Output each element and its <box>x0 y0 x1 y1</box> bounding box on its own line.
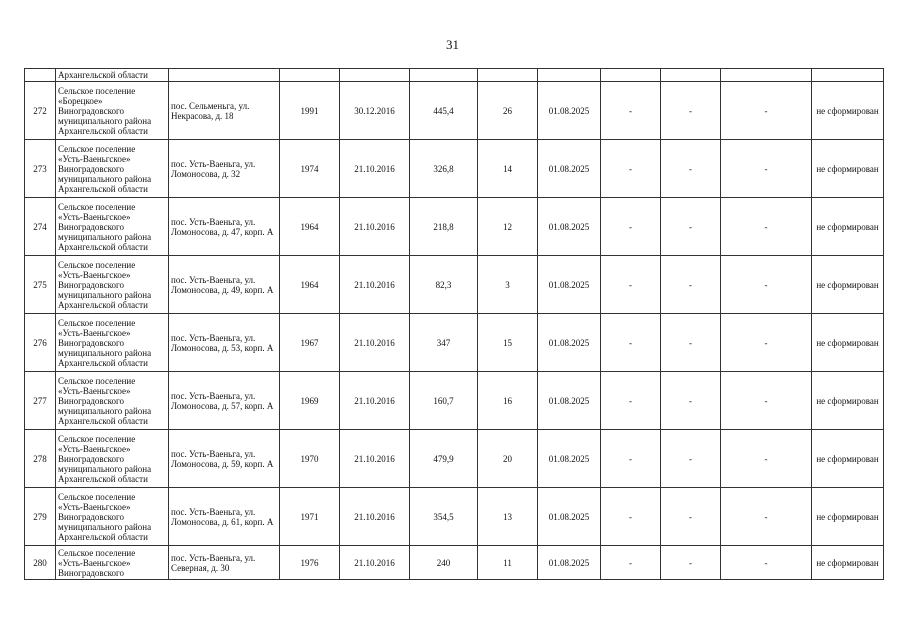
cell-d2: - <box>661 430 721 488</box>
cell-address <box>169 69 280 82</box>
cell-num: 272 <box>25 82 56 140</box>
municipality-line: муниципального района <box>58 405 152 416</box>
cell-d3: - <box>721 546 812 580</box>
table-row <box>25 546 884 580</box>
table-row <box>25 198 884 256</box>
municipality-line: Виноградовского <box>58 395 124 406</box>
municipality-line: муниципального района <box>58 289 152 300</box>
cell-status: не сформирован <box>812 82 884 140</box>
cell-count <box>478 69 538 82</box>
municipality-line: «Усть-Ваеньгское» <box>58 501 131 512</box>
cell-status: не сформирован <box>812 546 884 580</box>
cell-date2: 01.08.2025 <box>538 82 601 140</box>
cell-year: 1964 <box>280 256 340 314</box>
cell-date: 30.12.2016 <box>340 82 410 140</box>
cell-date: 21.10.2016 <box>340 140 410 198</box>
municipality-line: Виноградовского <box>58 105 124 116</box>
cell-d3: - <box>721 140 812 198</box>
table-row <box>25 372 884 430</box>
cell-d3: - <box>721 372 812 430</box>
municipality-line: Виноградовского <box>58 567 124 578</box>
cell-year: 1964 <box>280 198 340 256</box>
cell-num <box>25 69 56 82</box>
cell-year: 1971 <box>280 488 340 546</box>
cell-count: 26 <box>478 82 538 140</box>
cell-d3: - <box>721 198 812 256</box>
cell-count: 20 <box>478 430 538 488</box>
cell-d2: - <box>661 256 721 314</box>
cell-d1: - <box>601 314 661 372</box>
table-row <box>25 488 884 546</box>
cell-d2: - <box>661 488 721 546</box>
cell-address: пос. Усть-Ваеньга, ул. Северная, д. 30 <box>169 546 280 580</box>
municipality-line: Сельское поселение <box>58 433 136 444</box>
cell-d2: - <box>661 314 721 372</box>
table-row <box>25 256 884 314</box>
cell-area: 240 <box>410 546 478 580</box>
cell-municipality <box>56 430 169 488</box>
cell-d3: - <box>721 256 812 314</box>
housing-registry-table <box>24 68 884 580</box>
municipality-line: Виноградовского <box>58 337 124 348</box>
cell-date2: 01.08.2025 <box>538 488 601 546</box>
cell-status: не сформирован <box>812 198 884 256</box>
municipality-line: Сельское поселение <box>58 201 136 212</box>
cell-address: пос. Сельменьга, ул. Некрасова, д. 18 <box>169 82 280 140</box>
cell-status: не сформирован <box>812 430 884 488</box>
municipality-line: «Усть-Ваеньгское» <box>58 443 131 454</box>
cell-municipality <box>56 140 169 198</box>
cell-area: 326,8 <box>410 140 478 198</box>
cell-status: не сформирован <box>812 256 884 314</box>
cell-count: 15 <box>478 314 538 372</box>
cell-year: 1976 <box>280 546 340 580</box>
cell-status: не сформирован <box>812 372 884 430</box>
cell-d1: - <box>601 82 661 140</box>
municipality-line: Виноградовского <box>58 163 124 174</box>
cell-municipality <box>56 82 169 140</box>
municipality-line: Виноградовского <box>58 511 124 522</box>
cell-d3: - <box>721 82 812 140</box>
cell-num: 280 <box>25 546 56 580</box>
municipality-line: Архангельской области <box>58 125 148 136</box>
cell-d3: - <box>721 488 812 546</box>
table-row <box>25 430 884 488</box>
municipality-line: Сельское поселение <box>58 547 136 558</box>
table-row <box>25 314 884 372</box>
cell-num: 274 <box>25 198 56 256</box>
municipality-line: «Борецкое» <box>58 95 103 106</box>
cell-address: пос. Усть-Ваеньга, ул. Ломоносова, д. 57, корп. А <box>169 372 280 430</box>
cell-d1: - <box>601 256 661 314</box>
municipality-line: «Усть-Ваеньгское» <box>58 269 131 280</box>
cell-address: пос. Усть-Ваеньга, ул. Ломоносова, д. 32 <box>169 140 280 198</box>
cell-count: 14 <box>478 140 538 198</box>
cell-area: 354,5 <box>410 488 478 546</box>
cell-d2 <box>661 69 721 82</box>
cell-status: не сформирован <box>812 140 884 198</box>
cell-d1 <box>601 69 661 82</box>
municipality-line: «Усть-Ваеньгское» <box>58 385 131 396</box>
municipality-line: Виноградовского <box>58 453 124 464</box>
municipality-line: «Усть-Ваеньгское» <box>58 211 131 222</box>
cell-area: 445,4 <box>410 82 478 140</box>
cell-d3: - <box>721 430 812 488</box>
cell-d1: - <box>601 372 661 430</box>
municipality-line: Архангельской области <box>58 531 148 542</box>
municipality-line: муниципального района <box>58 115 152 126</box>
cell-d1: - <box>601 488 661 546</box>
cell-address: пос. Усть-Ваеньга, ул. Ломоносова, д. 61, корп. А <box>169 488 280 546</box>
cell-municipality <box>56 198 169 256</box>
cell-area: 218,8 <box>410 198 478 256</box>
municipality-line: Архангельской области <box>58 299 148 310</box>
municipality-line: муниципального района <box>58 347 152 358</box>
municipality-line: муниципального района <box>58 231 152 242</box>
municipality-line: Архангельской области <box>58 357 148 368</box>
municipality-line: Архангельской области <box>58 473 148 484</box>
cell-date: 21.10.2016 <box>340 198 410 256</box>
cell-d1: - <box>601 140 661 198</box>
table-row <box>25 140 884 198</box>
cell-date2: 01.08.2025 <box>538 140 601 198</box>
municipality-line: Сельское поселение <box>58 259 136 270</box>
cell-municipality <box>56 546 169 580</box>
cell-date: 21.10.2016 <box>340 488 410 546</box>
cell-num: 279 <box>25 488 56 546</box>
cell-count: 11 <box>478 546 538 580</box>
cell-date2: 01.08.2025 <box>538 314 601 372</box>
cell-status: не сформирован <box>812 314 884 372</box>
cell-status: не сформирован <box>812 488 884 546</box>
cell-d1: - <box>601 546 661 580</box>
cell-date2: 01.08.2025 <box>538 198 601 256</box>
cell-year <box>280 69 340 82</box>
municipality-line: Архангельской области <box>58 241 148 252</box>
municipality-line: Виноградовского <box>58 279 124 290</box>
cell-d2: - <box>661 140 721 198</box>
cell-year: 1974 <box>280 140 340 198</box>
municipality-line: муниципального района <box>58 463 152 474</box>
table-body <box>25 69 884 580</box>
continuation-row <box>25 69 884 82</box>
cell-d2: - <box>661 198 721 256</box>
municipality-line: муниципального района <box>58 521 152 532</box>
municipality-line: «Усть-Ваеньгское» <box>58 327 131 338</box>
cell-date: 21.10.2016 <box>340 372 410 430</box>
cell-count: 13 <box>478 488 538 546</box>
cell-date2: 01.08.2025 <box>538 430 601 488</box>
cell-d3: - <box>721 314 812 372</box>
cell-d3 <box>721 69 812 82</box>
cell-num: 278 <box>25 430 56 488</box>
cell-address: пос. Усть-Ваеньга, ул. Ломоносова, д. 49, корп. А <box>169 256 280 314</box>
municipality-line: Сельское поселение <box>58 491 136 502</box>
municipality-line: «Усть-Ваеньгское» <box>58 153 131 164</box>
cell-date2 <box>538 69 601 82</box>
cell-date: 21.10.2016 <box>340 314 410 372</box>
municipality-line: Сельское поселение <box>58 317 136 328</box>
cell-date: 21.10.2016 <box>340 546 410 580</box>
cell-status <box>812 69 884 82</box>
cell-municipality <box>56 314 169 372</box>
cell-d1: - <box>601 430 661 488</box>
cell-area: 347 <box>410 314 478 372</box>
cell-municipality <box>56 488 169 546</box>
cell-num: 275 <box>25 256 56 314</box>
cell-municipality <box>56 372 169 430</box>
municipality-line: Сельское поселение <box>58 375 136 386</box>
page-number: 31 <box>446 37 459 52</box>
cell-date2: 01.08.2025 <box>538 256 601 314</box>
municipality-line: Виноградовского <box>58 221 124 232</box>
cell-address: пос. Усть-Ваеньга, ул. Ломоносова, д. 59, корп. А <box>169 430 280 488</box>
cell-area: 160,7 <box>410 372 478 430</box>
cell-d1: - <box>601 198 661 256</box>
cell-year: 1967 <box>280 314 340 372</box>
cell-address: пос. Усть-Ваеньга, ул. Ломоносова, д. 53, корп. А <box>169 314 280 372</box>
cell-num: 277 <box>25 372 56 430</box>
municipality-line: Сельское поселение <box>58 85 136 96</box>
municipality-line: Архангельской области <box>58 415 148 426</box>
municipality-line: «Усть-Ваеньгское» <box>58 557 131 568</box>
cell-municipality <box>56 256 169 314</box>
cell-d2: - <box>661 82 721 140</box>
cell-count: 3 <box>478 256 538 314</box>
cell-area: 479,9 <box>410 430 478 488</box>
municipality-line: Сельское поселение <box>58 143 136 154</box>
cell-municipality: Архангельской области <box>56 69 169 82</box>
cell-d2: - <box>661 372 721 430</box>
cell-year: 1969 <box>280 372 340 430</box>
cell-year: 1991 <box>280 82 340 140</box>
cell-date <box>340 69 410 82</box>
table-row <box>25 82 884 140</box>
cell-count: 16 <box>478 372 538 430</box>
cell-date2: 01.08.2025 <box>538 546 601 580</box>
cell-num: 273 <box>25 140 56 198</box>
cell-date: 21.10.2016 <box>340 430 410 488</box>
cell-area <box>410 69 478 82</box>
cell-date2: 01.08.2025 <box>538 372 601 430</box>
cell-num: 276 <box>25 314 56 372</box>
cell-d2: - <box>661 546 721 580</box>
cell-address: пос. Усть-Ваеньга, ул. Ломоносова, д. 47, корп. А <box>169 198 280 256</box>
cell-date: 21.10.2016 <box>340 256 410 314</box>
municipality-line: муниципального района <box>58 173 152 184</box>
municipality-line: Архангельской области <box>58 183 148 194</box>
cell-year: 1970 <box>280 430 340 488</box>
cell-area: 82,3 <box>410 256 478 314</box>
cell-count: 12 <box>478 198 538 256</box>
